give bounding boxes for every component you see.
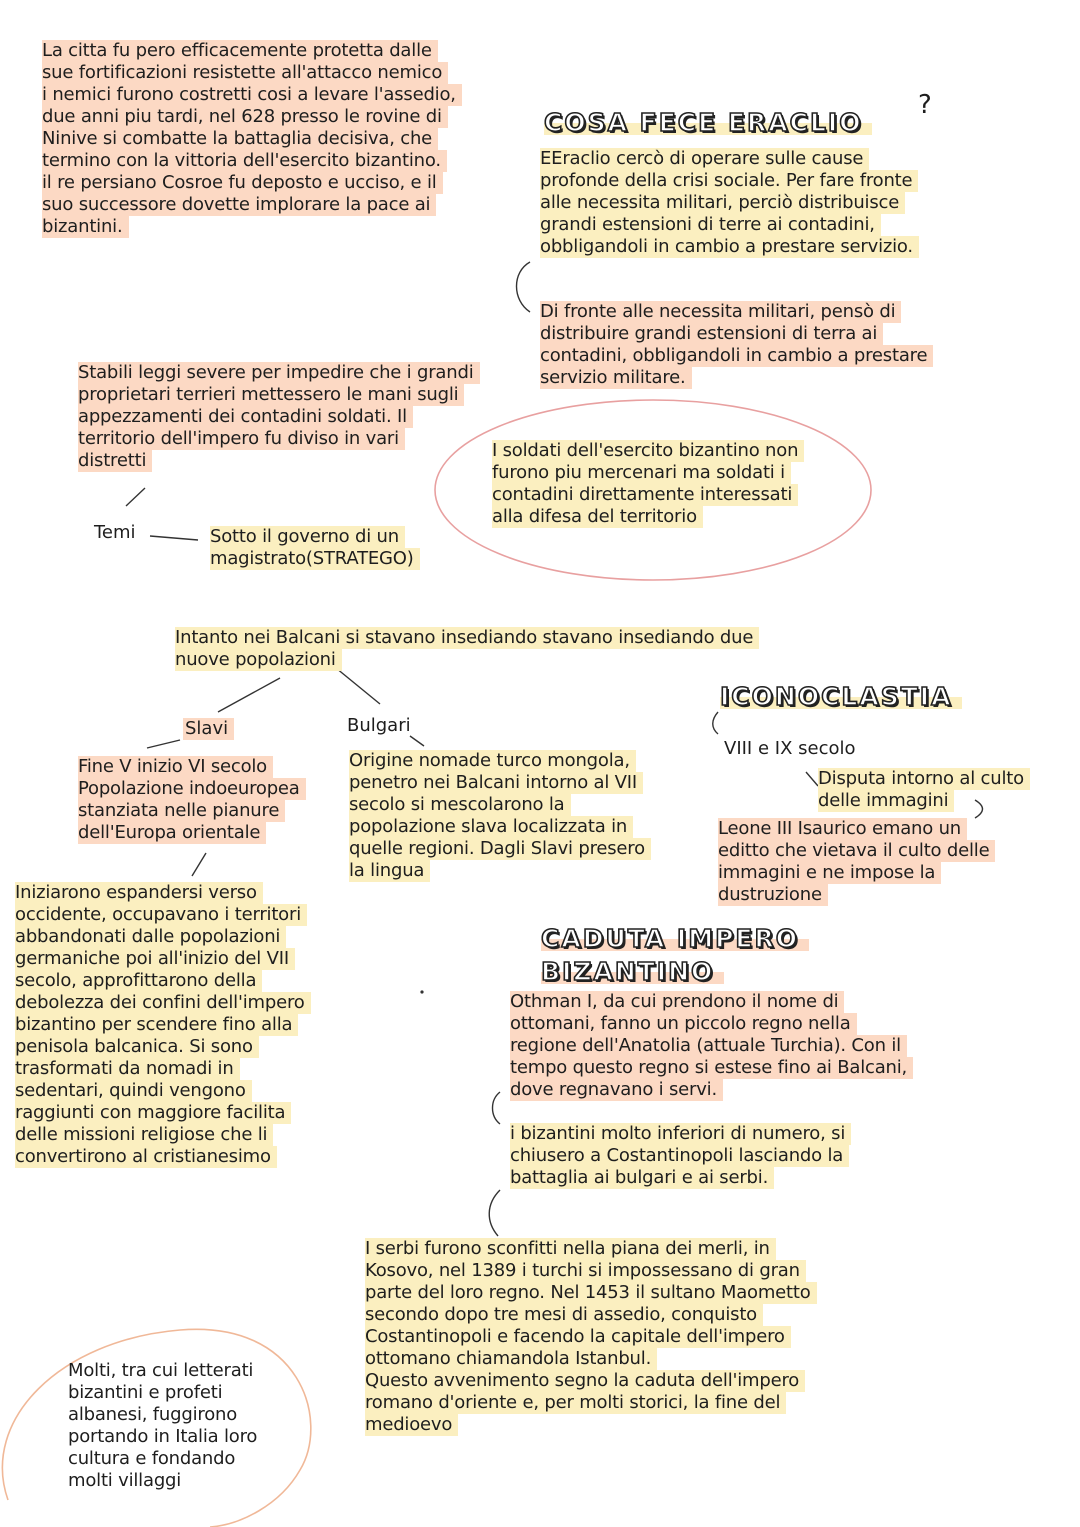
eraclio-bracket	[517, 262, 531, 312]
title-iconoclastia: ICONOCLASTIA	[720, 682, 952, 711]
text-line: convertirono al cristianesimo	[15, 1146, 277, 1168]
text-line: albanesi, fuggirono	[68, 1404, 238, 1425]
text-line: delle immagini	[818, 790, 954, 812]
text-line: Othman I, da cui prendono il nome di	[510, 991, 844, 1013]
text-line: Origine nomade turco mongola,	[349, 750, 636, 772]
leggi-text	[78, 362, 480, 472]
text-line: secondo dopo tre mesi di assedio, conquisto	[365, 1304, 763, 1326]
question-mark: ?	[918, 90, 932, 120]
text-line: Sotto il governo di un	[210, 526, 405, 548]
text-line: secolo si mescolarono la	[349, 794, 571, 816]
serbi-text	[365, 1238, 817, 1436]
text-line: Disputa intorno al culto	[818, 768, 1030, 790]
text-line: contadini, obbligandoli in cambio a prestare	[540, 345, 933, 367]
bulgari-tick	[410, 736, 424, 746]
bizantini-text	[510, 1123, 851, 1189]
label-secolo: VIII e IX secolo	[724, 738, 856, 759]
text-line: alle necessita militari, perciò distribuisce	[540, 192, 905, 214]
soldati-text	[492, 440, 804, 528]
bulgari-text	[349, 750, 651, 882]
intro-text	[42, 40, 462, 238]
text-line: alla difesa del territorio	[492, 506, 703, 528]
text-line: germaniche poi all'inizio del VII	[15, 948, 295, 970]
text-line: profonde della crisi sociale. Per fare fronte	[540, 170, 918, 192]
text-line: proprietari terrieri mettessero le mani sugli	[78, 384, 464, 406]
balcani-bulgari-line	[336, 668, 380, 704]
text-line: Intanto nei Balcani si stavano insediando stavano insediando due	[175, 627, 759, 649]
text-line: sue fortificazioni resistette all'attacco nemico	[42, 62, 448, 84]
text-line: I serbi furono sconfitti nella piana dei merli, in	[365, 1238, 776, 1260]
esuli-text	[68, 1360, 257, 1492]
text-line: EEraclio cercò di operare sulle cause	[540, 148, 869, 170]
text-line: chiusero a Costantinopoli lasciando la	[510, 1145, 849, 1167]
text-line: dell'Europa orientale	[78, 822, 266, 844]
text-line: Di fronte alle necessita militari, pensò di	[540, 301, 901, 323]
text-line: romano d'oriente e, per molti storici, la fine del	[365, 1392, 786, 1414]
text-line: Molti, tra cui letterati	[68, 1360, 254, 1381]
title-caduta-1: CADUTA IMPERO	[541, 924, 799, 953]
text-line: Questo avvenimento segno la caduta dell'impero	[365, 1370, 805, 1392]
espansione-text	[15, 882, 311, 1168]
text-line: Iniziarono espandersi verso	[15, 882, 263, 904]
text-line: nuove popolazioni	[175, 649, 342, 671]
text-line: distretti	[78, 450, 152, 472]
eraclio-text-1	[540, 148, 919, 258]
othman-text	[510, 991, 913, 1101]
text-line: ottomano chiamandola Istanbul.	[365, 1348, 657, 1370]
slavi-espansione-line	[192, 853, 206, 876]
othman-bracket	[493, 1092, 501, 1124]
text-line: tempo questo regno si estese fino ai Balcani,	[510, 1057, 913, 1079]
text-line: bizantini.	[42, 216, 129, 238]
text-line: Leone III Isaurico emano un	[718, 818, 967, 840]
text-line: stanziata nelle pianure	[78, 800, 285, 822]
temi-stratego-line	[150, 536, 198, 540]
secolo-disputa-line	[806, 772, 818, 786]
text-line: popolazione slava localizzata in	[349, 816, 633, 838]
text-line: grandi estensioni di terre ai contadini,	[540, 214, 881, 236]
text-line: molti villaggi	[68, 1470, 182, 1491]
text-line: occidente, occupavano i territori	[15, 904, 307, 926]
text-line: i nemici furono costretti cosi a levare l'assedio,	[42, 84, 462, 106]
leone-text	[718, 818, 995, 906]
text-line: dove regnavano i servi.	[510, 1079, 723, 1101]
text-line: Fine V inizio VI secolo	[78, 756, 273, 778]
text-line: il re persiano Cosroe fu deposto e ucciso, e il	[42, 172, 443, 194]
text-line: suo successore dovette implorare la pace ai	[42, 194, 436, 216]
text-line: bizantini e profeti	[68, 1382, 223, 1403]
leggi-temi-line	[126, 488, 145, 506]
text-line: penetro nei Balcani intorno al VII	[349, 772, 643, 794]
text-line: Popolazione indoeuropea	[78, 778, 306, 800]
slavi-text	[78, 756, 306, 844]
label-temi: Temi	[94, 522, 136, 543]
text-line: medioevo	[365, 1414, 458, 1436]
text-line: trasformati da nomadi in	[15, 1058, 240, 1080]
text-line: abbandonati dalle popolazioni	[15, 926, 286, 948]
text-line: ottomani, fanno un piccolo regno nella	[510, 1013, 857, 1035]
text-line: penisola balcanica. Si sono	[15, 1036, 259, 1058]
text-line: la lingua	[349, 860, 430, 882]
stratego-text	[210, 526, 420, 570]
text-line: cultura e fondando	[68, 1448, 236, 1469]
text-line: Stabili leggi severe per impedire che i grandi	[78, 362, 480, 384]
text-line: termino con la vittoria dell'esercito bizantino.	[42, 150, 447, 172]
text-line: portando in Italia loro	[68, 1426, 258, 1447]
text-line: servizio militare.	[540, 367, 692, 389]
text-line: delle missioni religiose che li	[15, 1124, 273, 1146]
text-line: contadini direttamente interessati	[492, 484, 798, 506]
text-line: quelle regioni. Dagli Slavi presero	[349, 838, 651, 860]
text-line: territorio dell'impero fu diviso in vari	[78, 428, 405, 450]
text-line: appezzamenti dei contadini soldati. Il	[78, 406, 413, 428]
label-slavi: Slavi	[183, 718, 234, 740]
text-line: editto che vietava il culto delle	[718, 840, 995, 862]
text-line: raggiunti con maggiore facilita	[15, 1102, 291, 1124]
bizantini-bracket	[489, 1190, 500, 1236]
text-line: obbligandoli in cambio a prestare servizio.	[540, 236, 919, 258]
text-line: bizantino per scendere fino alla	[15, 1014, 298, 1036]
balcani-text	[175, 627, 759, 671]
text-line: battaglia ai bulgari e ai serbi.	[510, 1167, 774, 1189]
text-line: immagini e ne impose la	[718, 862, 941, 884]
text-line: debolezza dei confini dell'impero	[15, 992, 311, 1014]
balcani-slavi-line	[218, 678, 280, 712]
text-line: furono piu mercenari ma soldati i	[492, 462, 791, 484]
slavi-dash	[147, 740, 180, 748]
label-bulgari: Bulgari	[347, 715, 411, 736]
text-line: distribuire grandi estensioni di terra ai	[540, 323, 883, 345]
text-line: sedentari, quindi vengono	[15, 1080, 252, 1102]
text-line: Kosovo, nel 1389 i turchi si impossessano di gran	[365, 1260, 806, 1282]
title-eraclio: COSA FECE ERACLIO	[544, 108, 862, 137]
text-line: I soldati dell'esercito bizantino non	[492, 440, 804, 462]
disputa-text	[818, 768, 1030, 812]
eraclio-text-2	[540, 301, 933, 389]
text-line: i bizantini molto inferiori di numero, si	[510, 1123, 851, 1145]
text-line: regione dell'Anatolia (attuale Turchia). Con il	[510, 1035, 907, 1057]
text-line: La citta fu pero efficacemente protetta dalle	[42, 40, 438, 62]
text-line: due anni piu tardi, nel 628 presso le rovine di	[42, 106, 448, 128]
text-line: dustruzione	[718, 884, 828, 906]
title-caduta-2: BIZANTINO	[541, 957, 714, 986]
text-line: Ninive si combatte la battaglia decisiva, che	[42, 128, 438, 150]
dot	[420, 990, 423, 993]
text-line: Costantinopoli e facendo la capitale dell'impero	[365, 1326, 791, 1348]
text-line: magistrato(STRATEGO)	[210, 548, 420, 570]
text-line: parte del loro regno. Nel 1453 il sultano Maometto	[365, 1282, 817, 1304]
text-line: secolo, approfittarono della	[15, 970, 262, 992]
icono-bracket	[713, 712, 718, 734]
